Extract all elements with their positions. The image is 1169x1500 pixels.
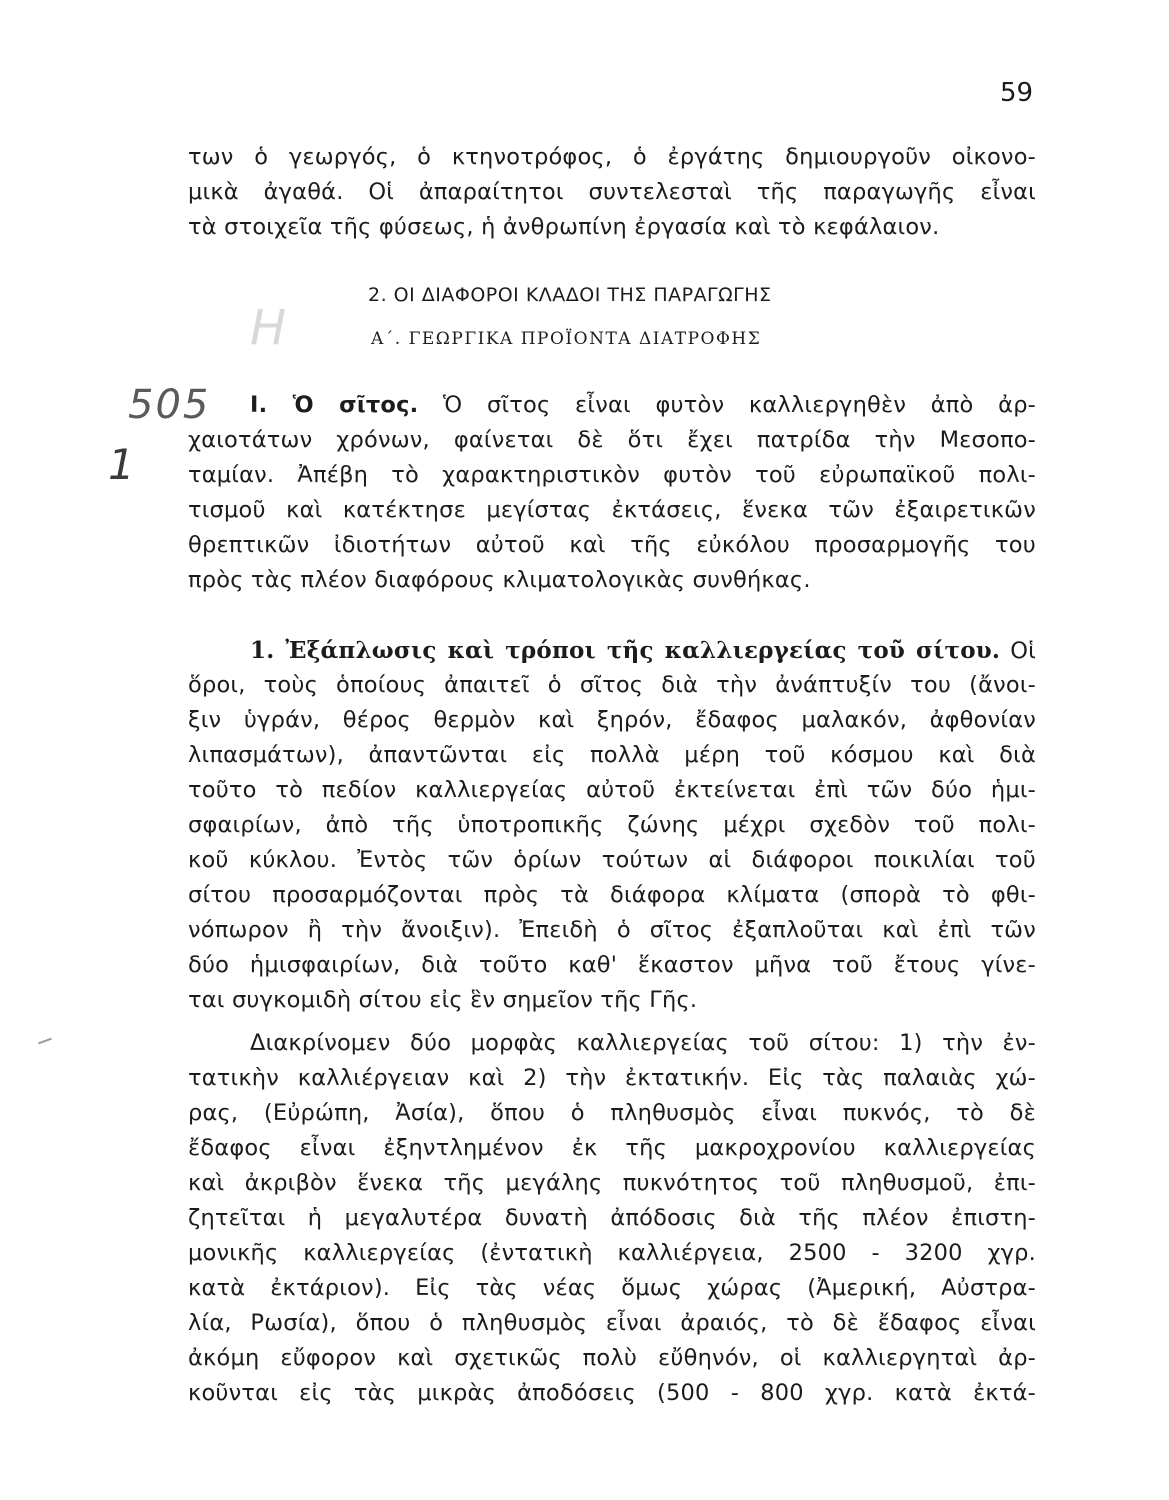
handwritten-annotation-number: 505 xyxy=(128,382,211,428)
text-line: ταμίαν. Ἀπέβη τὸ χαρακτηριστικὸν φυτὸν τοῦ εὐρωπαϊκοῦ πολι- xyxy=(188,462,1036,488)
text-line: τισμοῦ καὶ κατέκτησε μεγίστας ἐκτάσεις, ἕνεκα τῶν ἐξαιρετικῶν xyxy=(188,497,1036,523)
text-line: νόπωρον ἢ τὴν ἄνοιξιν). Ἐπειδὴ ὁ σῖτος ἐξαπλοῦται καὶ ἐπὶ τῶν xyxy=(188,917,1036,943)
subsection-title: Α΄. ΓΕΩΡΓΙΚΑ ΠΡΟΪΟΝΤΑ ΔΙΑΤΡΟΦΗΣ xyxy=(371,329,762,349)
text-line: τατικὴν καλλιέργειαν καὶ 2) τὴν ἐκτατικήν. Εἰς τὰς παλαιὰς χώ- xyxy=(188,1065,1036,1091)
text-line: ξιν ὑγράν, θέρος θερμὸν καὶ ξηρόν, ἔδαφος μαλακόν, ἀφθονίαν xyxy=(188,707,1036,733)
section-title: 2. ΟΙ ΔΙΑΦΟΡΟΙ ΚΛΑΔΟΙ ΤΗΣ ΠΑΡΑΓΩΓΗΣ xyxy=(368,284,772,306)
text-line: θρεπτικῶν ἰδιοτήτων αὐτοῦ καὶ τῆς εὐκόλου προσαρμογῆς του xyxy=(188,532,1036,558)
paragraph-intro xyxy=(188,140,1036,245)
text-line: Διακρίνομεν δύο μορφὰς καλλιεργείας τοῦ σίτου: 1) τὴν ἐν- xyxy=(250,1030,1036,1056)
paragraph-expansion xyxy=(188,633,1036,1018)
text-line: κοῦνται εἰς τὰς μικρὰς ἀποδόσεις (500 - 800 χγρ. κατὰ ἐκτά- xyxy=(188,1380,1036,1406)
page-number: 59 xyxy=(1000,78,1034,108)
text-line: μονικῆς καλλιεργείας (ἐντατικὴ καλλιέργεια, 2500 - 3200 χγρ. xyxy=(188,1240,1036,1266)
stray-mark xyxy=(38,1038,52,1045)
paragraph-wheat xyxy=(188,388,1036,598)
text-line: κατὰ ἐκτάριον). Εἰς τὰς νέας ὅμως χώρας (Ἀμερική, Αὐστρα- xyxy=(188,1275,1036,1301)
text-line: λία, Ρωσία), ὅπου ὁ πληθυσμὸς εἶναι ἀραιός, τὸ δὲ ἔδαφος εἶναι xyxy=(188,1310,1036,1336)
text-line: ὅροι, τοὺς ὁποίους ἀπαιτεῖ ὁ σῖτος διὰ τὴν ἀνάπτυξίν του (ἄνοι- xyxy=(188,672,1036,698)
text-line: δύο ἡμισφαιρίων, διὰ τοῦτο καθ' ἕκαστον μῆνα τοῦ ἔτους γίνε- xyxy=(188,952,1036,978)
text-line: ται συγκομιδὴ σίτου εἰς ἓν σημεῖον τῆς Γῆς. xyxy=(188,987,698,1013)
text-line: ρας, (Εὐρώπη, Ἀσία), ὅπου ὁ πληθυσμὸς εἶναι πυκνός, τὸ δὲ xyxy=(188,1100,1036,1126)
text-line: των ὁ γεωργός, ὁ κτηνοτρόφος, ὁ ἐργάτης δημιουργοῦν οἰκονο- xyxy=(188,144,1036,170)
text-fragment: Οἱ xyxy=(1000,638,1036,664)
text-line: σφαιρίων, ἀπὸ τῆς ὑποτροπικῆς ζώνης μέχρι σχεδὸν τοῦ πολι- xyxy=(188,812,1036,838)
text-line: χαιοτάτων χρόνων, φαίνεται δὲ ὅτι ἔχει πατρίδα τὴν Μεσοπο- xyxy=(188,427,1036,453)
text-line xyxy=(188,388,1036,423)
text-fragment: Ὁ σῖτος εἶναι φυτὸν καλλιεργηθὲν ἀπὸ ἀρ- xyxy=(418,392,1037,418)
text-line: ἀκόμη εὔφορον καὶ σχετικῶς πολὺ εὔθηνόν, οἱ καλλιεργηταὶ ἀρ- xyxy=(188,1345,1036,1371)
text-line: μικὰ ἀγαθά. Οἱ ἀπαραίτητοι συντελεσταὶ τῆς παραγωγῆς εἶναι xyxy=(188,179,1036,205)
text-line: τὰ στοιχεῖα τῆς φύσεως, ἡ ἀνθρωπίνη ἐργασία καὶ τὸ κεφάλαιον. xyxy=(188,214,940,240)
text-line xyxy=(188,633,1036,668)
paragraph-heading: 1. Ἐξάπλωσις καὶ τρόποι τῆς καλλιεργείας τοῦ σίτου. xyxy=(250,637,1001,664)
paragraph-cultivation-forms xyxy=(188,1026,1036,1411)
text-line: σίτου προσαρμόζονται πρὸς τὰ διάφορα κλίματα (σπορὰ τὸ φθι- xyxy=(188,882,1036,908)
text-line: κοῦ κύκλου. Ἐντὸς τῶν ὁρίων τούτων αἱ διάφοροι ποικιλίαι τοῦ xyxy=(188,847,1036,873)
text-line: λιπασμάτων), ἀπαντῶνται εἰς πολλὰ μέρη τοῦ κόσμου καὶ διὰ xyxy=(188,742,1036,768)
text-line: ζητεῖται ἡ μεγαλυτέρα δυνατὴ ἀπόδοσις διὰ τῆς πλέον ἐπιστη- xyxy=(188,1205,1036,1231)
faint-annotation-mark: Η xyxy=(250,300,287,356)
text-line: πρὸς τὰς πλέον διαφόρους κλιματολογικὰς συνθήκας. xyxy=(188,567,811,593)
text-line: καὶ ἀκριβὸν ἕνεκα τῆς μεγάλης πυκνότητος τοῦ πληθυσμοῦ, ἐπι- xyxy=(188,1170,1036,1196)
text-line: ἔδαφος εἶναι ἐξηντλημένον ἐκ τῆς μακροχρονίου καλλιεργείας xyxy=(188,1135,1036,1161)
text-line: τοῦτο τὸ πεδίον καλλιεργείας αὐτοῦ ἐκτείνεται ἐπὶ τῶν δύο ἡμι- xyxy=(188,777,1036,803)
paragraph-heading: Ι. Ὁ σῖτος. xyxy=(250,392,419,418)
handwritten-annotation-mark: 1 xyxy=(108,440,135,489)
